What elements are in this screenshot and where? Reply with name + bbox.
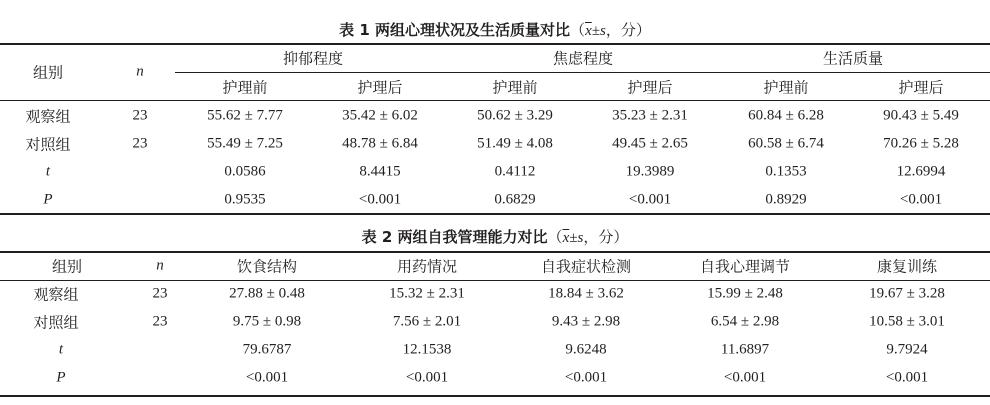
table2-row-label: t [58, 341, 64, 358]
table2-caption-title: 表 2 两组自我管理能力对比 [361, 228, 548, 246]
table1-cell: <0.001 [899, 191, 943, 208]
table2-caption [0, 226, 990, 247]
table2-cell: 18.84 ± 3.62 [548, 285, 624, 302]
table1-subheader: 护理后 [357, 78, 403, 97]
table1-category-anxiety: 焦虑程度 [552, 49, 614, 68]
table1-cell: 23 [132, 135, 148, 152]
table2-cell: 23 [152, 313, 168, 330]
table2-header: 用药情况 [396, 257, 458, 276]
table1-cell: 8.4415 [359, 163, 401, 180]
table1-cell: 0.4112 [494, 163, 536, 180]
table1-subheader: 护理前 [763, 78, 809, 97]
table1-caption-pm: ± [591, 23, 600, 39]
table1-caption-title: 表 1 两组心理状况及生活质量对比 [339, 21, 571, 39]
table2-caption-sd: s [577, 230, 584, 246]
table2-header: 康复训练 [876, 257, 938, 276]
table1-caption-open: （ [570, 21, 586, 39]
table1-subheader: 护理前 [492, 78, 538, 97]
table2-cell: 9.75 ± 0.98 [232, 313, 302, 330]
table2-cell: 79.6787 [242, 341, 292, 358]
table1-cell: 12.6994 [896, 163, 946, 180]
table1-cell: <0.001 [628, 191, 672, 208]
table1-cell: 0.9535 [224, 191, 266, 208]
table1-top-rule [0, 43, 990, 45]
table2-cell: 9.43 ± 2.98 [551, 313, 621, 330]
table1-cell: 60.58 ± 6.74 [748, 135, 824, 152]
table1-cell: 0.6829 [494, 191, 536, 208]
table1-cell: 60.84 ± 6.28 [748, 107, 824, 124]
table1-cell: 55.62 ± 7.77 [207, 107, 283, 124]
table2-row-label: 观察组 [33, 285, 79, 304]
table1-cell: 55.49 ± 7.25 [207, 135, 283, 152]
table1-row-label: 观察组 [25, 107, 71, 126]
table2-cell: 7.56 ± 2.01 [392, 313, 462, 330]
table2-row-label: 对照组 [33, 313, 79, 332]
table2-caption-open: （ [547, 228, 563, 246]
table2-cell: 27.88 ± 0.48 [229, 285, 305, 302]
table2-header: 组别 [51, 257, 83, 276]
table2-cell: 6.54 ± 2.98 [710, 313, 780, 330]
table1-cell: 51.49 ± 4.08 [477, 135, 553, 152]
table1-cell: 19.3989 [625, 163, 675, 180]
table1-row-label: P [43, 191, 53, 208]
table1-cell: 0.0586 [224, 163, 266, 180]
table2-header-rule [0, 280, 990, 281]
table1-caption [0, 19, 990, 40]
table1-cell: 0.1353 [765, 163, 807, 180]
table1-cell: 50.62 ± 3.29 [477, 107, 553, 124]
table1-group-header: 组别 [32, 63, 64, 82]
table1-cell: 48.78 ± 6.84 [342, 135, 418, 152]
table2-cell: 12.1538 [402, 341, 452, 358]
table2-bottom-rule [0, 395, 990, 397]
table1-cell: 0.8929 [765, 191, 807, 208]
table1-row-label: t [45, 163, 51, 180]
table2-top-rule [0, 251, 990, 253]
table2-cell: 11.6897 [720, 341, 770, 358]
table2-cell: 9.7924 [886, 341, 928, 358]
table2-header: 自我心理调节 [699, 257, 791, 276]
table1-cell: 35.42 ± 6.02 [342, 107, 418, 124]
table2-cell: <0.001 [564, 369, 608, 386]
table1-caption-mean: $\overline{x}$ [585, 23, 592, 39]
table1-cell: <0.001 [358, 191, 402, 208]
table1-cell: 49.45 ± 2.65 [612, 135, 688, 152]
table2-header: 饮食结构 [236, 257, 298, 276]
table2-cell: 23 [152, 285, 168, 302]
table1-cell: 90.43 ± 5.49 [883, 107, 959, 124]
table1-header-rule [0, 100, 990, 101]
table2-cell: <0.001 [885, 369, 929, 386]
table2-cell: 9.6248 [565, 341, 607, 358]
table1-subheader: 护理后 [898, 78, 944, 97]
table1-category-quality: 生活质量 [822, 49, 884, 68]
table2-caption-close: ，分） [583, 228, 629, 246]
table2-header: 自我症状检测 [540, 257, 632, 276]
table1-n-header: n [136, 63, 144, 80]
table1-cell: 70.26 ± 5.28 [883, 135, 959, 152]
table2-cell: 10.58 ± 3.01 [869, 313, 945, 330]
table2-cell: <0.001 [245, 369, 289, 386]
table1-cell: 23 [132, 107, 148, 124]
table1-row-label: 对照组 [25, 135, 71, 154]
table2-row-label: P [56, 369, 66, 386]
table1-subheader: 护理前 [222, 78, 268, 97]
table2-cell: 15.99 ± 2.48 [707, 285, 783, 302]
table1-caption-sd: s [599, 23, 606, 39]
table2-cell: 15.32 ± 2.31 [389, 285, 465, 302]
table1-category-depression: 抑郁程度 [282, 49, 344, 68]
table2-caption-pm: ± [569, 230, 578, 246]
table2-cell: 19.67 ± 3.28 [869, 285, 945, 302]
table2-caption-mean: $\overline{x}$ [562, 230, 570, 246]
table1-category-rule [175, 72, 990, 73]
table1-bottom-rule [0, 213, 990, 215]
table1-caption-close: ，分） [605, 21, 651, 39]
table1-subheader: 护理后 [627, 78, 673, 97]
table2-cell: <0.001 [723, 369, 767, 386]
table1-cell: 35.23 ± 2.31 [612, 107, 688, 124]
table2-cell: <0.001 [405, 369, 449, 386]
table2-header: n [156, 257, 164, 274]
